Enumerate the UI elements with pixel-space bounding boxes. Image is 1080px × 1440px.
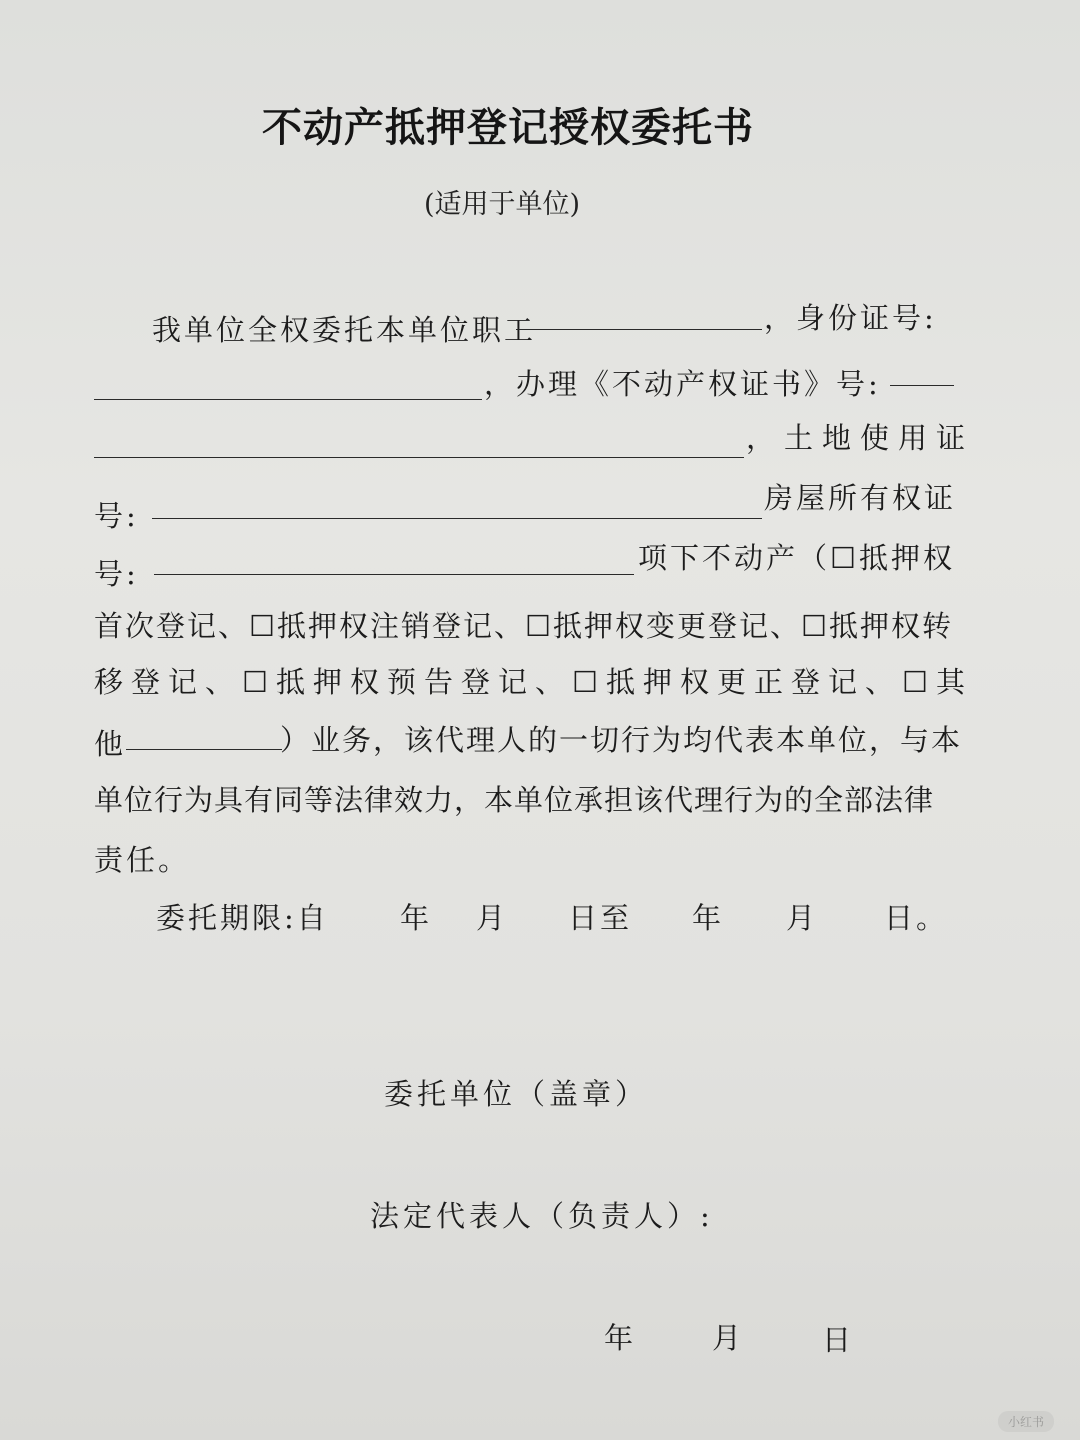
body-line-4-end: 房屋所有权证 bbox=[764, 481, 957, 515]
other-business-blank bbox=[126, 749, 282, 750]
body-line-10: 责任。 bbox=[94, 843, 191, 877]
body-line-9: 单位行为具有同等法律效力，本单位承担该代理行为的全部法律 bbox=[94, 783, 935, 817]
document-title: 不动产抵押登记授权委托书 bbox=[262, 104, 754, 151]
entrusting-unit-seal: 委托单位（盖章） bbox=[384, 1077, 649, 1111]
body-line-2: ，办理《不动产权证书》号: bbox=[484, 367, 881, 401]
body-line-7: 移登记、☐抵押权预告登记、☐抵押权更正登记、☐其 bbox=[94, 665, 973, 699]
watermark-badge: 小红书 bbox=[998, 1411, 1054, 1432]
term-year-1: 年 bbox=[400, 901, 433, 935]
id-number-blank bbox=[94, 399, 482, 400]
legal-representative: 法定代表人（负责人）: bbox=[370, 1199, 714, 1233]
term-day-2: 日。 bbox=[884, 901, 949, 935]
term-year-2: 年 bbox=[692, 901, 725, 935]
sign-month: 月 bbox=[712, 1321, 746, 1355]
sign-year: 年 bbox=[604, 1321, 638, 1355]
body-line-8-end: ）业务，该代理人的一切行为均代表本单位，与本 bbox=[280, 723, 963, 757]
cert-number-blank-start bbox=[890, 385, 954, 386]
body-line-5-start: 号: bbox=[94, 557, 139, 591]
term-month-2: 月 bbox=[786, 901, 819, 935]
cert-number-blank bbox=[94, 457, 744, 458]
house-cert-blank bbox=[154, 574, 634, 575]
body-line-1-start: 我单位全权委托本单位职工 bbox=[152, 313, 537, 347]
body-line-4-start: 号: bbox=[94, 499, 139, 533]
term-month-1: 月 bbox=[476, 901, 509, 935]
term-day-to: 日至 bbox=[568, 901, 633, 935]
body-line-3: ，土地使用证 bbox=[746, 421, 975, 455]
sign-day: 日 bbox=[822, 1323, 856, 1357]
body-line-5-end: 项下不动产（☐抵押权 bbox=[638, 541, 955, 575]
body-line-8-start: 他 bbox=[94, 727, 127, 761]
term-label: 委托期限:自 bbox=[156, 901, 329, 935]
body-line-1-end: ，身份证号: bbox=[764, 301, 937, 335]
document-subtitle: (适用于单位) bbox=[424, 189, 581, 220]
body-line-6: 首次登记、☐抵押权注销登记、☐抵押权变更登记、☐抵押权转 bbox=[94, 609, 953, 643]
employee-name-blank bbox=[516, 329, 762, 330]
land-cert-blank bbox=[152, 518, 762, 519]
